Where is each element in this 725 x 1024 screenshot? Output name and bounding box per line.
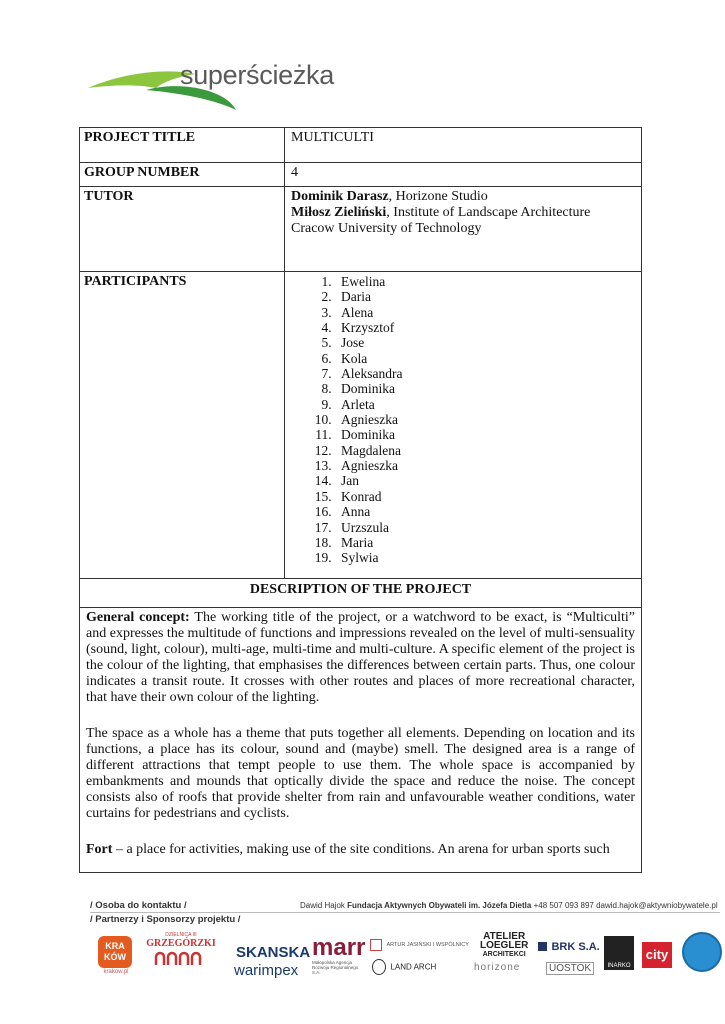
brk-icon	[538, 942, 547, 951]
participant-item: 3. Alena	[335, 305, 635, 320]
row-group-number	[80, 163, 642, 187]
participant-item: 6. Kola	[335, 351, 635, 366]
paragraph-space: The space as a whole has a theme that puts together all elements. Depending on location and its functions, a place has its colour, sound and (maybe) smell. The designed area is a range of different attractions that tempt people to use them. The whole space is accompanied by embankments and mounds that optically divide the space and reduce the noise. The concept consists also of roofs that provide shelter from rain and unfavourable weather conditions, water curtains for pedestrians and cyclists.	[86, 726, 635, 821]
footer-divider	[90, 912, 720, 913]
general-concept-label: General concept:	[86, 610, 190, 625]
krakow-text: KRA KÓW	[104, 941, 126, 962]
participant-item: 5. Jose	[335, 335, 635, 350]
row-project-title	[80, 128, 642, 163]
fundacja-badge-icon	[682, 932, 722, 972]
city-logo	[642, 942, 672, 968]
atelier-line3: ARCHITEKCI	[482, 951, 526, 958]
grzegorzki-arches-icon	[151, 949, 211, 967]
krakow-mark	[98, 936, 132, 968]
fort-text: – a place for activities, making use of the site conditions. An arena for urban sports such	[112, 842, 610, 857]
jasinski-icon	[370, 939, 382, 951]
contact-org: Fundacja Aktywnych Obywateli im. Józefa Dietla	[347, 901, 532, 910]
participant-item: 19. Sylwia	[335, 550, 635, 565]
group-number-label: GROUP NUMBER	[80, 163, 285, 187]
participant-item: 4. Krzysztof	[335, 320, 635, 335]
jasinski-logo	[370, 936, 470, 954]
project-title-label: PROJECT TITLE	[80, 128, 285, 163]
participant-item: 7. Aleksandra	[335, 366, 635, 381]
participant-item: 15. Konrad	[335, 489, 635, 504]
participant-item: 2. Daria	[335, 289, 635, 304]
participant-item: 18. Maria	[335, 535, 635, 550]
participant-item: 10. Agnieszka	[335, 412, 635, 427]
landarch-icon	[372, 959, 386, 975]
participant-item: 16. Anna	[335, 504, 635, 519]
tutor-value	[285, 187, 642, 272]
tutor-label: TUTOR	[80, 187, 285, 272]
description-header: DESCRIPTION OF THE PROJECT	[80, 579, 642, 608]
skanska-logo: SKANSKA	[236, 944, 311, 961]
paragraph-fort	[86, 842, 635, 858]
row-tutor	[80, 187, 642, 272]
contact-info	[300, 901, 718, 910]
contact-label: / Osoba do kontaktu /	[90, 900, 187, 911]
participant-item: 9. Arleta	[335, 397, 635, 412]
participant-item: 14. Jan	[335, 473, 635, 488]
contact-person: Dawid Hajok	[300, 901, 345, 910]
inarko-logo	[604, 936, 634, 970]
grzegorzki-name: GRZEGÓRZKI	[146, 938, 216, 949]
landarch-text: LAND ARCH	[390, 962, 437, 972]
row-description-body	[80, 608, 642, 873]
participant-item: 12. Magdalena	[335, 443, 635, 458]
fort-label: Fort	[86, 842, 113, 857]
marr-name: marr	[312, 934, 366, 961]
description-body	[80, 608, 642, 873]
brk-logo	[538, 938, 600, 956]
atelier-line1: ATELIER	[483, 931, 526, 942]
jasinski-text: ARTUR JASIŃSKI I WSPÓLNICY	[386, 941, 469, 948]
uostok-logo: UOSTOK	[546, 962, 594, 975]
logo-text: superścieżka	[180, 60, 334, 90]
tutor2-affiliation: , Institute of Landscape Architecture	[386, 205, 591, 220]
group-number-value: 4	[285, 163, 642, 187]
contact-details: +48 507 093 897 dawid.hajok@aktywniobywatele.pl	[533, 901, 718, 910]
row-description-header	[80, 579, 642, 608]
horizone-logo: horizone	[474, 962, 521, 973]
general-concept-text: The working title of the project, or a watchword to be exact, is “Multiculti” and expresses the multitude of functions and impressions revealed on the level of multi-sensuality (sound, light, colour), multi-age, multi-time and multi-culture. A specific element of the project is the colour of the lighting, that emphasises the differences between certain parts. Thus, one colour indicates a transit route. It crosses with other routes and places of more recreational character, that have their own colour of the lighting.	[86, 610, 636, 705]
participant-item: 11. Dominika	[335, 427, 635, 442]
project-table	[79, 127, 642, 873]
marr-sub: Małopolska Agencja Rozwoju Regionalnego S.A.	[312, 960, 359, 975]
project-title-value: MULTICULTI	[285, 128, 642, 163]
atelier-line2: LOEGLER	[480, 940, 529, 951]
krakow-logo	[98, 936, 134, 976]
atelier-loegler-logo	[480, 932, 528, 959]
grzegorzki-logo	[146, 932, 216, 978]
grzegorzki-top: DZIELNICA III	[165, 932, 197, 938]
participant-item: 17. Urzszula	[335, 520, 635, 535]
landarch-logo	[372, 958, 436, 976]
participant-item: 1. Ewelina	[335, 274, 635, 289]
participant-item: 8. Dominika	[335, 381, 635, 396]
inarko-text: INARKO	[607, 963, 631, 969]
participants-list	[291, 274, 635, 566]
participant-item: 13. Agnieszka	[335, 458, 635, 473]
warimpex-logo: warimpex	[234, 962, 299, 979]
partners-label: / Partnerzy i Sponsorzy projektu /	[90, 914, 241, 925]
tutor1-name: Dominik Darasz	[291, 189, 389, 204]
paragraph-general-concept	[86, 610, 635, 706]
brk-text: BRK S.A.	[551, 940, 600, 953]
tutor2-name: Miłosz Zieliński	[291, 205, 387, 220]
participants-value	[285, 272, 642, 579]
krakow-url: krakow.pl	[103, 969, 129, 975]
tutor-university: Cracow University of Technology	[291, 221, 482, 236]
participants-label: PARTICIPANTS	[80, 272, 285, 579]
marr-logo	[312, 936, 368, 975]
city-text: city	[645, 947, 669, 962]
row-participants	[80, 272, 642, 579]
tutor1-affiliation: , Horizone Studio	[388, 189, 488, 204]
